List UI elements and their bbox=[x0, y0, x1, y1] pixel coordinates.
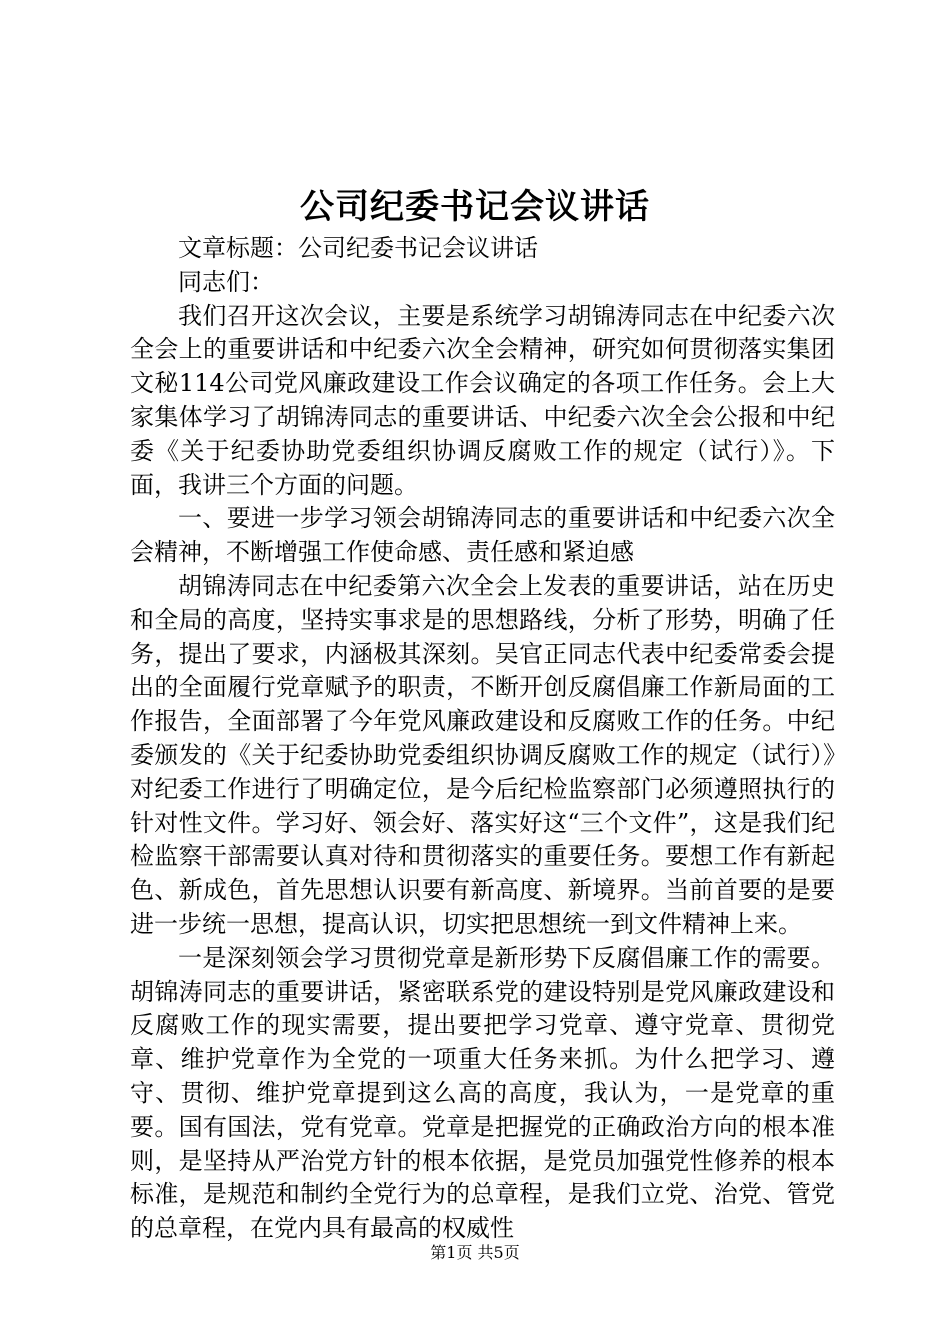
paragraph-intro: 我们召开这次会议，主要是系统学习胡锦涛同志在中纪委六次全会上的重要讲话和中纪委六次全会精神，研究如何贯彻落实集团文秘114公司党风廉政建设工作会议确定的各项工作任务。会上大家集体学习了胡锦涛同志的重要讲话、中纪委六次全会公报和中纪委《关于纪委协助党委组织协调反腐败工作的规定（试行）》。下面，我讲三个方面的问题。 bbox=[130, 301, 835, 499]
paragraph-salutation: 同志们： bbox=[178, 267, 274, 296]
paragraph-body: 胡锦涛同志在中纪委第六次全会上发表的重要讲话，站在历史和全局的高度，坚持实事求是的思想路线，分析了形势，明确了任务，提出了要求，内涵极其深刻。吴官正同志代表中纪委常委会提出的全面履行党章赋予的职责，不断开创反腐倡廉工作新局面的工作报告，全面部署了今年党风廉政建设和反腐败工作的任务。中纪委颁发的《关于纪委协助党委组织协调反腐败工作的规定（试行）》对纪委工作进行了明确定位，是今后纪检监察部门必须遵照执行的针对性文件。学习好、领会好、落实好这“三个文件”，这是我们纪检监察干部需要认真对待和贯彻落实的重要任务。要想工作有新起色、新成色，首先思想认识要有新高度、新境界。当前首要的是要进一步统一思想，提高认识，切实把思想统一到文件精神上来。 bbox=[130, 571, 835, 938]
document-body bbox=[130, 232, 835, 1246]
paragraph-section-heading: 一、要进一步学习领会胡锦涛同志的重要讲话和中纪委六次全会精神，不断增强工作使命感、责任感和紧迫感 bbox=[130, 504, 835, 567]
page-number-footer: 第1页 共5页 bbox=[430, 1243, 520, 1262]
page-title: 公司纪委书记会议讲话 bbox=[300, 187, 650, 227]
paragraph-body: 一是深刻领会学习贯彻党章是新形势下反腐倡廉工作的需要。胡锦涛同志的重要讲话，紧密联系党的建设特别是党风廉政建设和反腐败工作的现实需要，提出要把学习党章、遵守党章、贯彻党章、维护党章作为全党的一项重大任务来抓。为什么把学习、遵守、贯彻、维护党章提到这么高的高度，我认为，一是党章的重要。国有国法，党有党章。党章是把握党的正确政治方向的根本准则，是坚持从严治党方针的根本依据，是党员加强党性修养的根本标准，是规范和制约全党行为的总章程，是我们立党、治党、管党的总章程，在党内具有最高的权威性 bbox=[130, 943, 835, 1243]
paragraph-article-title: 文章标题：公司纪委书记会议讲话 bbox=[178, 234, 538, 262]
